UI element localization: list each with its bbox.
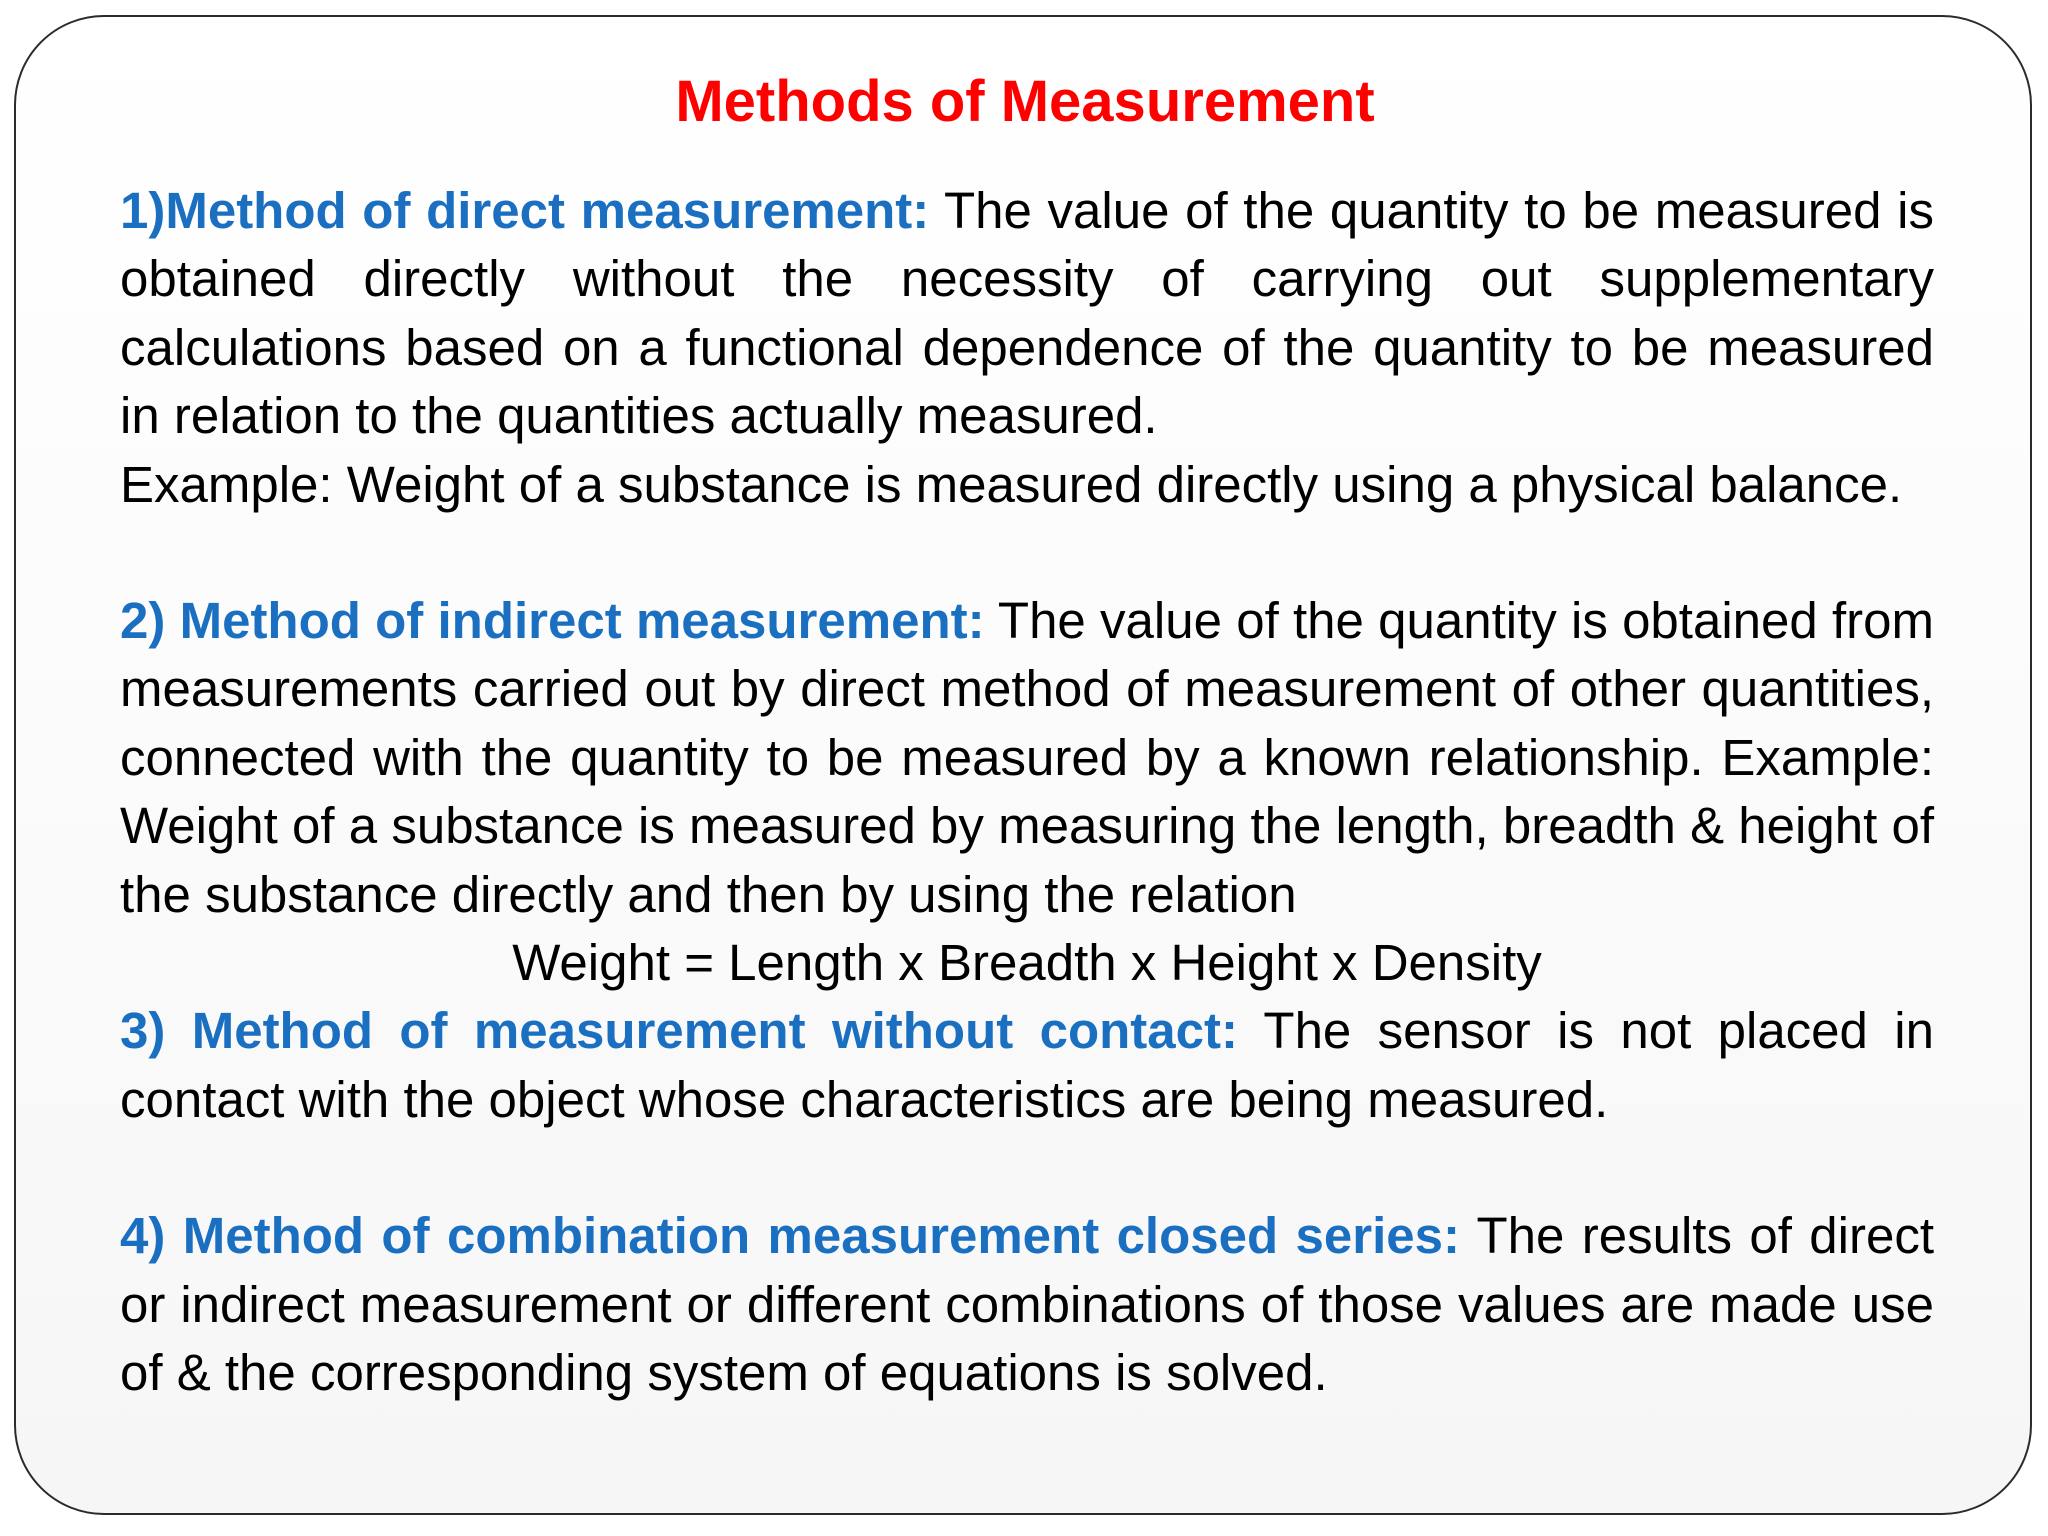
method-3-paragraph	[120, 997, 1934, 1134]
method-3-body: The sensor is not placed in contact with the object whose characteristics are being measured.	[120, 1002, 1934, 1128]
method-4-paragraph	[120, 1202, 1934, 1407]
method-2-formula: Weight = Length x Breadth x Height x Density	[512, 934, 1542, 992]
method-2-paragraph	[120, 587, 1934, 929]
method-4-heading: 4) Method of combination measurement closed series:	[120, 1207, 1460, 1265]
slide-title: Methods of Measurement	[675, 69, 1375, 134]
slide-content	[120, 177, 1934, 1408]
method-4-body: The results of direct or indirect measurement or different combinations of those values are made use of & the corresponding system of equations is solved.	[120, 1207, 1935, 1402]
method-1-paragraph	[120, 177, 1934, 451]
slide-frame	[14, 15, 2032, 1515]
spacer	[120, 1134, 1934, 1202]
method-2-body: The value of the quantity is obtained from measurements carried out by direct method of measurement of other quantities, connected with the quantity to be measured by a known relationship. Example: Weight of a substance is measured by measuring the length, breadth & height of the substance directly and then by using the relation	[120, 592, 1934, 923]
method-1-heading: 1)Method of direct measurement:	[120, 182, 930, 239]
method-1-example: Example: Weight of a substance is measured directly using a physical balance.	[120, 455, 1903, 513]
spacer	[120, 519, 1934, 587]
method-2-heading: 2) Method of indirect measurement:	[120, 592, 985, 650]
method-3-heading: 3) Method of measurement without contact:	[120, 1002, 1238, 1060]
method-1-body: The value of the quantity to be measured is obtained directly without the necessity of carrying out supplementary calculations based on a functional dependence of the quantity to be measured in relation to the quantities actually measured.	[120, 182, 1934, 445]
